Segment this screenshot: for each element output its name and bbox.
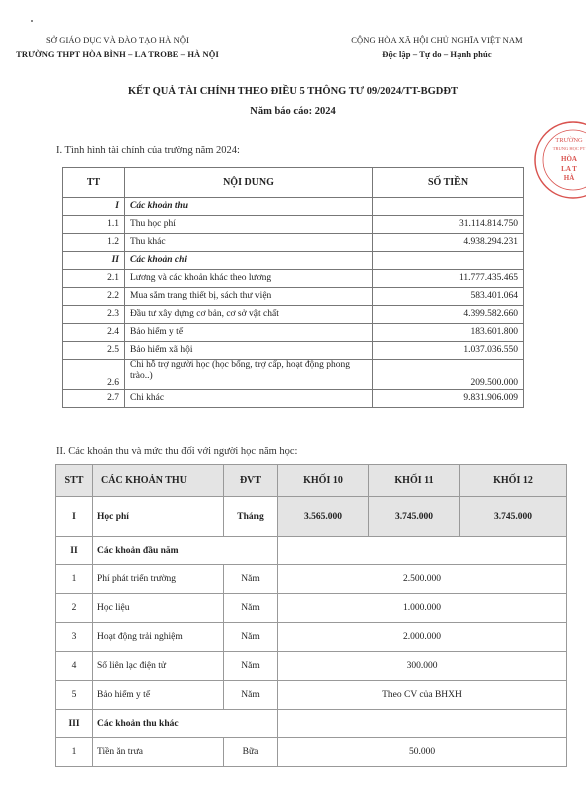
page-subtitle: Năm báo cáo: 2024 <box>250 106 336 117</box>
stamp-text: TRUNG HỌC PT <box>552 146 586 151</box>
stamp-text: LA T <box>561 165 577 173</box>
item-value: 1.000.000 <box>278 594 567 623</box>
col-grade12: KHỐI 12 <box>460 465 567 497</box>
group-other-name: Các khoản thu khác <box>93 710 278 738</box>
item-name: Học liệu <box>93 594 224 623</box>
row-amount: 209.500.000 <box>373 360 524 390</box>
item-name: Sổ liên lạc điện tử <box>93 652 224 681</box>
item-unit: Bữa <box>224 738 278 767</box>
row-amount <box>373 252 524 270</box>
item-value: 2.500.000 <box>278 565 567 594</box>
item-unit: Năm <box>224 623 278 652</box>
row-amount: 583.401.064 <box>373 288 524 306</box>
col-tt: TT <box>63 168 125 198</box>
row-tt: II <box>63 252 125 270</box>
row-tt: 1.2 <box>63 234 125 252</box>
row-content: Bảo hiểm xã hội <box>125 342 373 360</box>
table-row <box>56 652 567 681</box>
table-row <box>56 681 567 710</box>
header-right <box>312 35 562 59</box>
item-unit: Năm <box>224 565 278 594</box>
col-amount: SỐ TIỀN <box>373 168 524 198</box>
table-row <box>56 565 567 594</box>
group-start-stt: II <box>56 537 93 565</box>
header-left <box>5 35 230 59</box>
row-content: Thu học phí <box>125 216 373 234</box>
tuition-grade11: 3.745.000 <box>369 497 460 537</box>
tuition-unit: Tháng <box>224 497 278 537</box>
row-tt: 2.7 <box>63 390 125 408</box>
row-tt: 2.2 <box>63 288 125 306</box>
tuition-grade12: 3.745.000 <box>460 497 567 537</box>
item-value: 50.000 <box>278 738 567 767</box>
page-title: KẾT QUẢ TÀI CHÍNH THEO ĐIỀU 5 THÔNG TƯ 09/2024/TT-BGDĐT <box>128 86 458 97</box>
row-tt: I <box>63 198 125 216</box>
tuition-name: Học phí <box>93 497 224 537</box>
row-content: Các khoản chi <box>125 252 373 270</box>
item-value: 300.000 <box>278 652 567 681</box>
row-amount: 4.938.294.231 <box>373 234 524 252</box>
item-value: 2.000.000 <box>278 623 567 652</box>
item-stt: 4 <box>56 652 93 681</box>
section2-heading: II. Các khoản thu và mức thu đối với người học năm học: <box>56 446 298 457</box>
row-amount <box>373 198 524 216</box>
item-stt: 3 <box>56 623 93 652</box>
tuition-stt: I <box>56 497 93 537</box>
item-name: Hoạt động trải nghiệm <box>93 623 224 652</box>
row-amount: 31.114.814.750 <box>373 216 524 234</box>
table-row <box>63 216 524 234</box>
table-row <box>63 234 524 252</box>
row-amount: 4.399.582.660 <box>373 306 524 324</box>
row-tt: 2.3 <box>63 306 125 324</box>
col-content: NỘI DUNG <box>125 168 373 198</box>
table-row <box>63 360 524 390</box>
row-content: Các khoản thu <box>125 198 373 216</box>
item-stt: 2 <box>56 594 93 623</box>
row-amount: 183.601.800 <box>373 324 524 342</box>
row-tt: 2.1 <box>63 270 125 288</box>
stamp-text: HÒA <box>561 155 577 163</box>
section1-heading: I. Tình hình tài chính của trường năm 2024: <box>56 145 240 156</box>
item-unit: Năm <box>224 652 278 681</box>
group-start-name: Các khoản đầu năm <box>93 537 278 565</box>
table-row <box>63 342 524 360</box>
item-unit: Năm <box>224 681 278 710</box>
group-row <box>63 198 524 216</box>
col-grade10: KHỐI 10 <box>278 465 369 497</box>
item-unit: Năm <box>224 594 278 623</box>
row-content: Bảo hiểm y tế <box>125 324 373 342</box>
row-content: Chi khác <box>125 390 373 408</box>
group-other-stt: III <box>56 710 93 738</box>
row-tt: 2.4 <box>63 324 125 342</box>
table-row <box>63 390 524 408</box>
school-stamp <box>531 118 586 208</box>
col-fee-name: CÁC KHOẢN THU <box>93 465 224 497</box>
item-value: Theo CV của BHXH <box>278 681 567 710</box>
item-stt: 1 <box>56 565 93 594</box>
row-tt: 2.5 <box>63 342 125 360</box>
scan-dot <box>31 20 33 22</box>
row-content: Thu khác <box>125 234 373 252</box>
row-amount: 1.037.036.550 <box>373 342 524 360</box>
table-row <box>56 623 567 652</box>
tuition-grade10: 3.565.000 <box>278 497 369 537</box>
row-content: Lương và các khoản khác theo lương <box>125 270 373 288</box>
row-content: Mua sắm trang thiết bị, sách thư viện <box>125 288 373 306</box>
row-content: Chi hỗ trợ người học (học bổng, trợ cấp, hoạt động phong trào..) <box>125 360 373 390</box>
col-grade11: KHỐI 11 <box>369 465 460 497</box>
item-stt: 5 <box>56 681 93 710</box>
motto: Độc lập – Tự do – Hạnh phúc <box>382 49 492 59</box>
row-amount: 11.777.435.465 <box>373 270 524 288</box>
row-tt: 1.1 <box>63 216 125 234</box>
table-row <box>63 270 524 288</box>
row-tt: 2.6 <box>63 360 125 390</box>
row-content: Đầu tư xây dựng cơ bản, cơ sở vật chất <box>125 306 373 324</box>
tuition-row <box>56 497 567 537</box>
item-name: Phí phát triển trường <box>93 565 224 594</box>
group-row <box>56 537 567 565</box>
item-name: Tiền ăn trưa <box>93 738 224 767</box>
department-name: SỞ GIÁO DỤC VÀ ĐÀO TẠO HÀ NỘI <box>45 35 190 45</box>
finance-table <box>62 167 524 408</box>
stamp-text: HÀ <box>563 174 575 182</box>
group-row <box>56 710 567 738</box>
school-name: TRƯỜNG THPT HÒA BÌNH – LA TROBE – HÀ NỘI <box>16 49 219 59</box>
item-stt: 1 <box>56 738 93 767</box>
col-unit: ĐVT <box>224 465 278 497</box>
item-name: Bảo hiểm y tế <box>93 681 224 710</box>
group-row <box>63 252 524 270</box>
table-row <box>63 324 524 342</box>
fees-table <box>55 464 567 767</box>
table-row <box>63 306 524 324</box>
table-row <box>63 288 524 306</box>
nation-name: CỘNG HÒA XÃ HỘI CHỦ NGHĨA VIỆT NAM <box>351 35 523 45</box>
row-amount: 9.831.906.009 <box>373 390 524 408</box>
stamp-text: TRƯỜNG <box>555 137 583 144</box>
col-stt: STT <box>56 465 93 497</box>
table-row <box>56 594 567 623</box>
table-row <box>56 738 567 767</box>
